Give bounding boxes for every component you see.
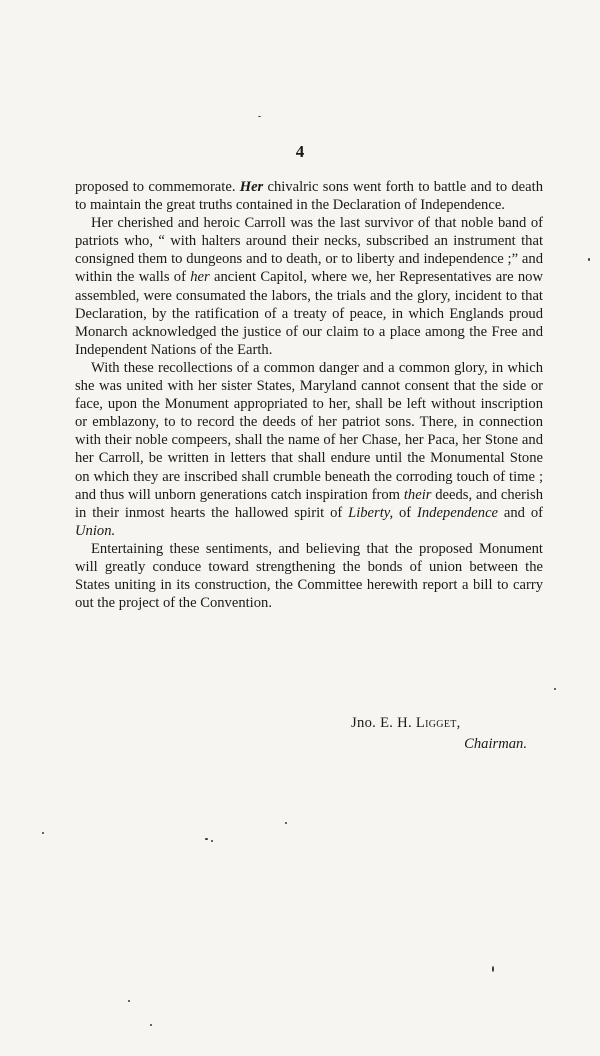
scan-speck (150, 1024, 152, 1026)
body-text (75, 178, 543, 612)
scan-speck (492, 966, 494, 972)
text-run: deeds, and cherish in their inmost hearts the hallowed spirit of (75, 486, 543, 521)
scan-speck (128, 1000, 130, 1002)
signature-name: Jno. E. H. Ligget, (351, 715, 461, 731)
scan-speck (258, 116, 261, 117)
paragraph-1 (75, 178, 543, 214)
paragraph-2 (75, 214, 543, 359)
emphasis-her: her (190, 269, 210, 286)
scan-speck (205, 838, 208, 840)
emphasis-their: their (403, 486, 432, 503)
text-run: chivalric sons went forth to battle and to death to maintain the great truths contained in the Declaration of Independence. (75, 179, 543, 214)
emphasis-liberty: Liberty, (348, 504, 394, 521)
emphasis-union: Union. (75, 522, 116, 539)
text-run: and of (498, 504, 543, 521)
signature-title: Chairman. (464, 736, 527, 752)
paragraph-4 (75, 540, 543, 612)
text-run: Entertaining these sentiments, and believing that the proposed Monument will greatly conduce toward strengthening the bonds of union between the States uniting in its construction, the Committee herewith report a bill to carry out the project of the Convention. (75, 540, 543, 612)
scan-speck (588, 258, 590, 261)
text-run: proposed to commemorate. (75, 179, 240, 195)
text-run: With these recollections of a common danger and a common glory, in which she was united with her sister States, Maryland cannot consent that the side or face, upon the Monument appropriated to her, shall be left without inscription or emblazony, to to record the deeds of her patriot sons. There, in connection with their noble compeers, shall the name of her Chase, her Paca, her Stone and her Carroll, be written in letters that shall endure until the Monumental Stone on which they are inscribed shall crumble beneath the corroding touch of time ; and thus will unborn generations catch inspiration from (75, 359, 543, 503)
text-run: ancient Capitol, where we, her Representatives are now assembled, were consumated the labors, the trials and the glory, incident to that Declaration, by the ratification of a treaty of peace, in which Englands proud Monarch acknowledged the justice of our claim to a place among the Free and Independent Nations of the Earth. (75, 269, 543, 358)
scan-speck (554, 688, 556, 690)
text-run: of (393, 504, 417, 521)
scan-speck (42, 832, 44, 834)
emphasis-independence: Independence (417, 504, 499, 521)
scan-speck (211, 840, 213, 842)
scan-speck (285, 822, 287, 824)
emphasis-her: Her (239, 179, 264, 195)
text-run: Her cherished and heroic Carroll was the last survivor of that noble band of patriots who, “ with halters around their necks, subscribed an instrument that consigned them to dungeons and to death, or to liberty and independence ;” and within the walls of (75, 215, 543, 286)
paragraph-3 (75, 359, 543, 540)
page-number: 4 (295, 142, 305, 161)
